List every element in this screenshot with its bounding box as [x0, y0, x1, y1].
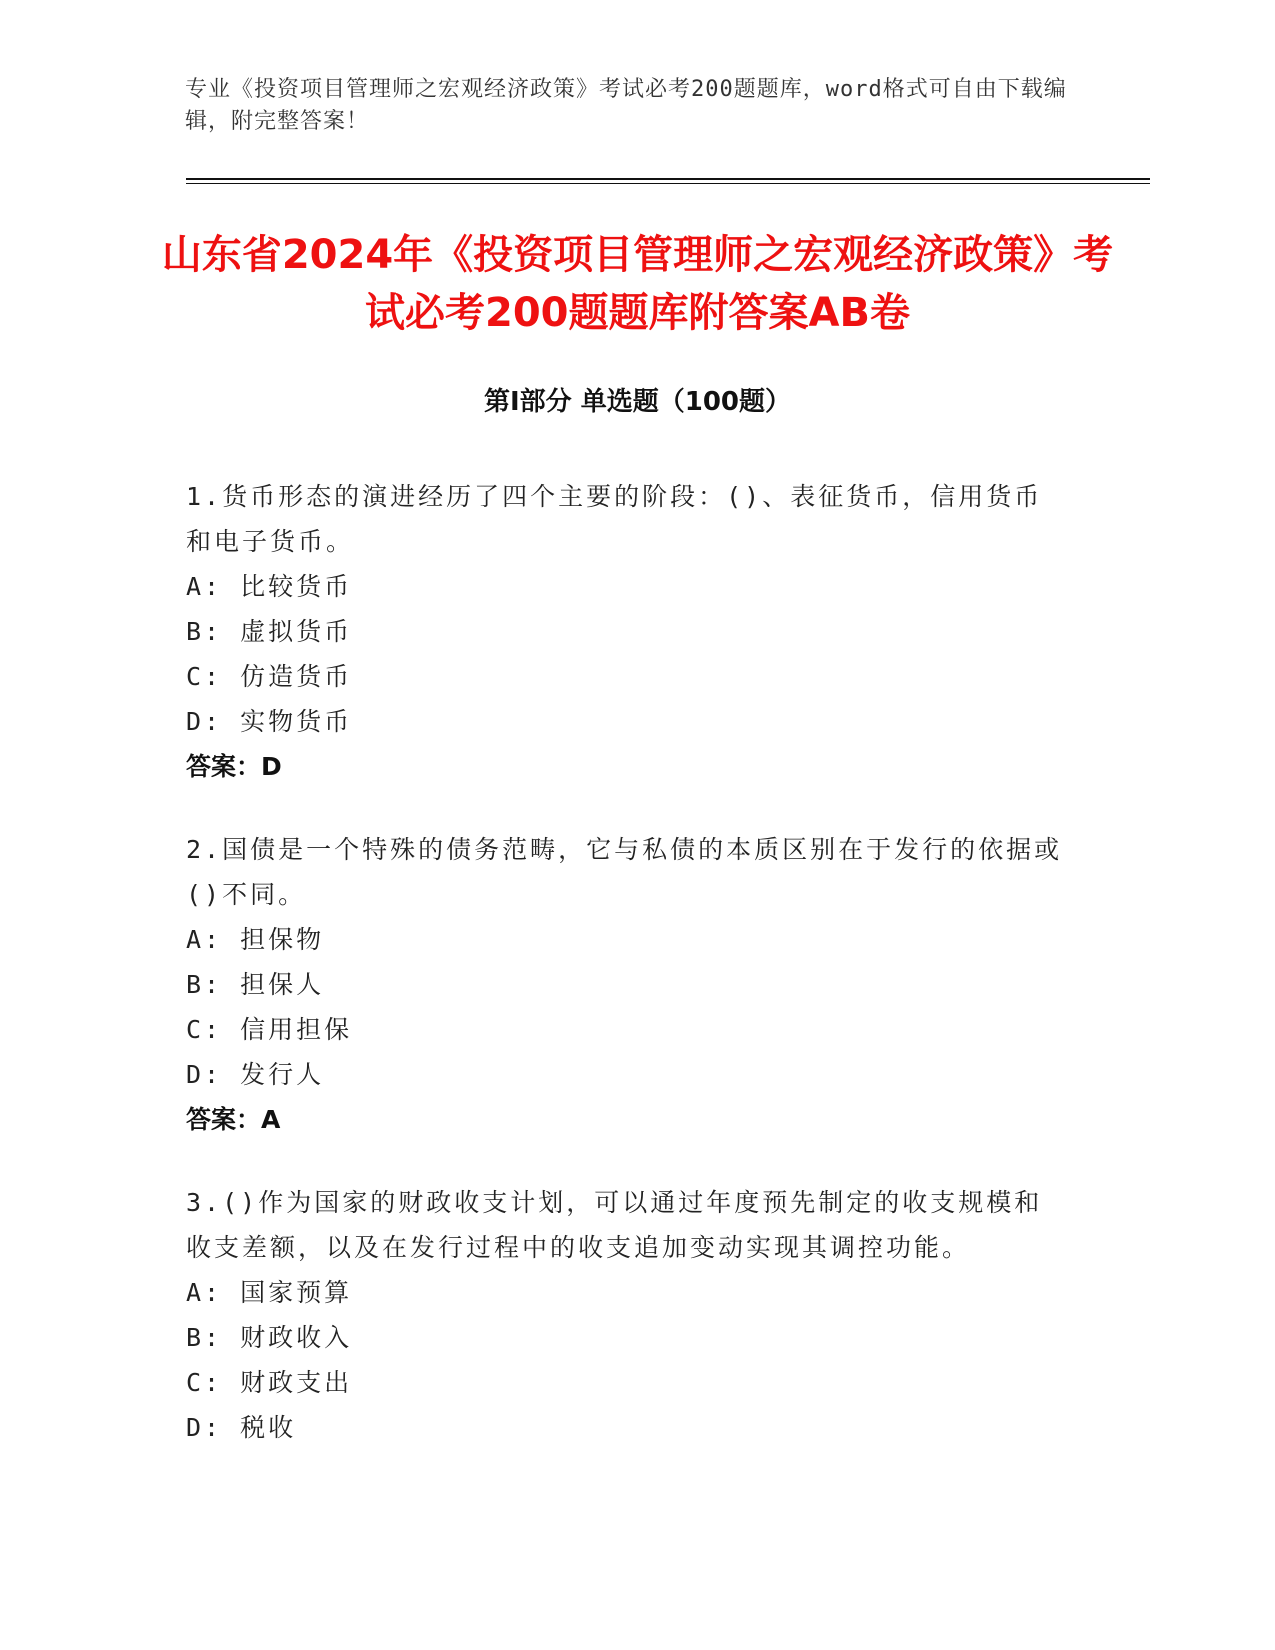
option-a: [186, 1270, 1066, 1315]
option-text: 财政支出: [240, 1368, 353, 1397]
option-text: 担保物: [240, 925, 325, 954]
option-d: [186, 1052, 1066, 1097]
option-label: D:: [186, 707, 223, 736]
option-label: C:: [186, 1015, 223, 1044]
answer-value: A: [261, 1105, 281, 1134]
question-stem: 3.()作为国家的财政收支计划，可以通过年度预先制定的收支规模和收支差额，以及在发行过程中的收支追加变动实现其调控功能。: [186, 1188, 1043, 1262]
question-list: [186, 474, 1066, 1488]
option-b: [186, 1315, 1066, 1360]
option-label: B:: [186, 970, 223, 999]
option-d: [186, 1405, 1066, 1450]
header-note: 专业《投资项目管理师之宏观经济政策》考试必考200题题库，word格式可自由下载编辑，附完整答案！: [185, 77, 1067, 134]
option-a: [186, 564, 1066, 609]
option-label: D:: [186, 1060, 223, 1089]
option-text: 发行人: [240, 1060, 325, 1089]
option-text: 信用担保: [240, 1015, 353, 1044]
option-label: A:: [186, 572, 223, 601]
option-c: [186, 1360, 1066, 1405]
document-title: 山东省2024年《投资项目管理师之宏观经济政策》考试必考200题题库附答案AB卷: [161, 232, 1114, 336]
option-label: A:: [186, 925, 223, 954]
option-text: 财政收入: [240, 1323, 353, 1352]
option-a: [186, 917, 1066, 962]
answer-value: D: [261, 752, 282, 781]
answer-prefix: 答案：: [186, 1105, 262, 1134]
question-1: [186, 474, 1066, 789]
option-b: [186, 962, 1066, 1007]
option-b: [186, 609, 1066, 654]
option-text: 虚拟货币: [240, 617, 353, 646]
option-label: C:: [186, 662, 223, 691]
question-3: [186, 1180, 1066, 1450]
option-text: 担保人: [240, 970, 325, 999]
option-label: C:: [186, 1368, 223, 1397]
answer-line: [186, 1097, 1066, 1142]
option-label: B:: [186, 617, 223, 646]
option-text: 比较货币: [240, 572, 353, 601]
option-text: 实物货币: [240, 707, 353, 736]
option-label: D:: [186, 1413, 223, 1442]
option-label: A:: [186, 1278, 223, 1307]
answer-line: [186, 744, 1066, 789]
option-c: [186, 654, 1066, 699]
header-divider-thin: [186, 183, 1150, 184]
answer-prefix: 答案：: [186, 752, 262, 781]
option-d: [186, 699, 1066, 744]
question-2: [186, 827, 1066, 1142]
option-c: [186, 1007, 1066, 1052]
option-text: 国家预算: [240, 1278, 353, 1307]
option-text: 仿造货币: [240, 662, 353, 691]
option-text: 税收: [240, 1413, 297, 1442]
question-stem: 1.货币形态的演进经历了四个主要的阶段：()、表征货币，信用货币和电子货币。: [186, 482, 1043, 556]
option-label: B:: [186, 1323, 223, 1352]
header-divider-thick: [186, 178, 1150, 180]
section-title: 第Ⅰ部分 单选题（100题）: [484, 387, 791, 417]
question-stem: 2.国债是一个特殊的债务范畴，它与私债的本质区别在于发行的依据或()不同。: [186, 835, 1063, 909]
